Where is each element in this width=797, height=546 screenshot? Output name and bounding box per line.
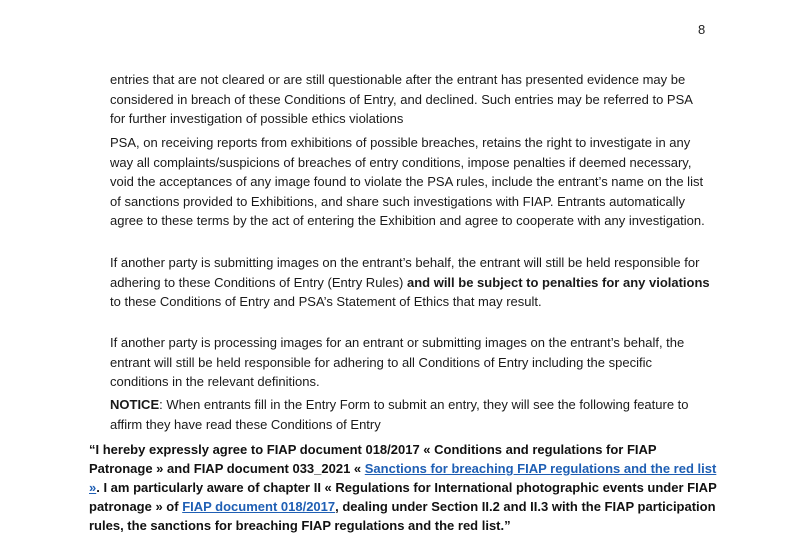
paragraph-screening-text: entries that are not cleared or are still questionable after the entrant has presented evidence may be considered in breach of these Conditions of Entry, and declined. Such entries may be referred to PSA for further investigation of possible ethics violations <box>110 72 693 126</box>
paragraph-notice <box>110 395 710 434</box>
paragraph-third-party-bold: and will be subject to penalties for any violations <box>406 274 710 290</box>
paragraph-psa-investigation <box>110 133 710 231</box>
notice-text: : When entrants fill in the Entry Form to submit an entry, they will see the following feature to affirm they have read these Conditions of Entry <box>110 397 689 432</box>
fiap-document-link[interactable]: FIAP document 018/2017 <box>182 499 336 514</box>
paragraph-screening <box>110 70 710 129</box>
sanctions-document-link[interactable]: Sanctions for breaching FIAP regulations and the red list » <box>89 461 717 495</box>
paragraph-third-party-processing-text: If another party is processing images for an entrant or submitting images on the entrant’s behalf, the entrant will still be held responsible for adhering to all Conditions of Entry including the specific conditions in the relevant definitions. <box>110 335 685 389</box>
paragraph-third-party-processing <box>110 333 710 392</box>
quote-text-c: , dealing under Section II.2 and II.3 with the FIAP participation rules, the sanctions for breaching FIAP regulations and the red list.” <box>89 499 716 533</box>
paragraph-third-party-submission <box>110 253 710 312</box>
page-number: 8 <box>698 22 706 37</box>
quote-text-a: “I hereby expressly agree to FIAP document 018/2017 « Conditions and regulations for FIAP Patronage » and FIAP document 033_2021 « <box>89 442 657 476</box>
paragraph-third-party-text-b: to these Conditions of Entry and PSA’s Statement of Ethics that may result. <box>110 294 542 309</box>
paragraph-third-party-text-a: If another party is submitting images on the entrant’s behalf, the entrant will still be held responsible for adhering to these Conditions of Entry (Entry Rules) <box>110 255 700 290</box>
notice-label: NOTICE <box>110 397 160 412</box>
quote-text-b: . I am particularly aware of chapter II « Regulations for International photographic events under FIAP patronage » of <box>89 480 717 514</box>
paragraph-psa-investigation-text: PSA, on receiving reports from exhibitions of possible breaches, retains the right to investigate in any way all complaints/suspicions of breaches of entry conditions, impose penalties if deemed necessary, void the acceptances of any image found to violate the PSA rules, include the entrant’s name on the list of sanctions provided to Exhibitions, and share such investigations with FIAP. Entrants automatically agree to these terms by the act of entering the Exhibition and agree to cooperate with any investigation. <box>110 135 705 228</box>
fiap-agreement-quote <box>89 440 719 535</box>
